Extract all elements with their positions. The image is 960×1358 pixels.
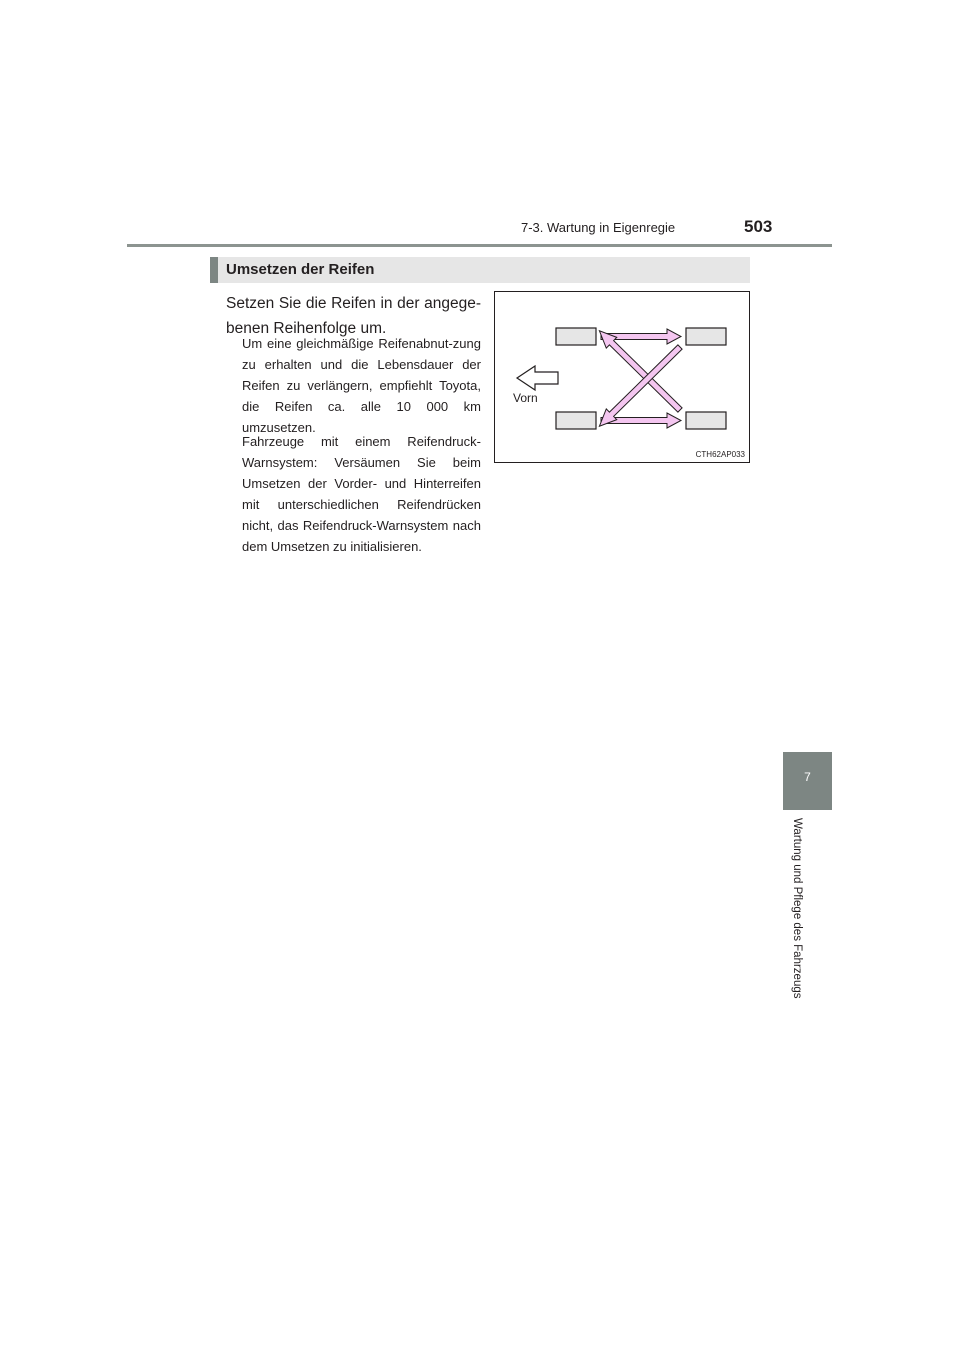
lead-paragraph: Setzen Sie die Reifen in der angege-benen Reihenfolge um. (226, 295, 481, 337)
front-label: Vorn (513, 391, 538, 405)
header-rule (127, 244, 832, 247)
tire-rear-right (686, 412, 726, 429)
section-heading (210, 257, 750, 283)
tire-front-left (556, 328, 596, 345)
page-number: 503 (744, 217, 773, 236)
chapter-tab (783, 752, 832, 810)
figure-code: CTH62AP033 (695, 450, 745, 459)
tire-rear-left (686, 328, 726, 345)
chapter-number: 7 (804, 770, 811, 784)
note-pressure-warning: Fahrzeuge mit einem Reifendruck-Warnsystem: Versäumen Sie beim Umsetzen der Vorder- und Hinterreifen mit unterschiedlichen Reifendrücken nicht, das Reifendruck-Warnsystem nach dem Umsetzen zu initialisieren. (242, 434, 481, 554)
tire-rotation-figure (494, 291, 750, 463)
note-tire-wear: Um eine gleichmäßige Reifenabnut-zung zu erhalten und die Lebensdauer der Reifen zu verlängern, empfiehlt Toyota, die Reifen ca. alle 10 000 km umzusetzen. (242, 336, 481, 435)
front-direction-arrow-icon (517, 366, 558, 390)
section-heading-bar (210, 257, 218, 283)
tire-front-right (556, 412, 596, 429)
chapter-title-vertical: Wartung und Pflege des Fahrzeugs (791, 818, 803, 999)
section-heading-text: Umsetzen der Reifen (226, 261, 375, 278)
header-section-title: 7-3. Wartung in Eigenregie (521, 220, 676, 235)
tire-rotation-diagram (495, 292, 751, 464)
